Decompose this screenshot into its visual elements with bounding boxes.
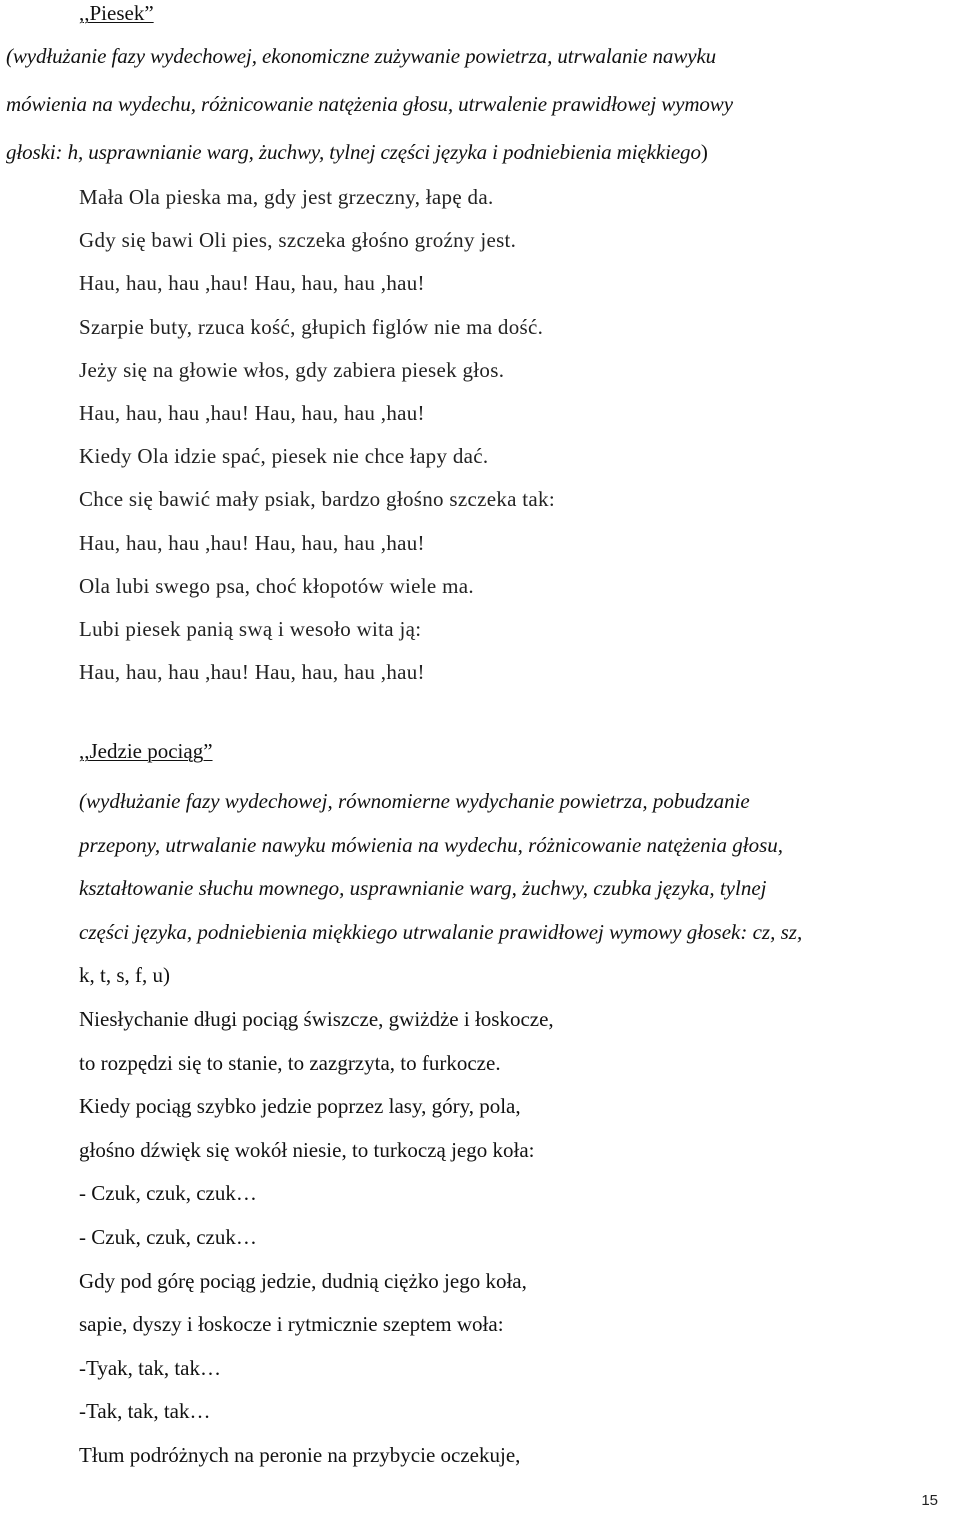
poem-line: Gdy pod górę pociąg jedzie, dudnią ciężko jego koła, [79, 1268, 527, 1293]
poem-body [79, 176, 960, 694]
poem-line: Chce się bawić mały psiak, bardzo głośno szczeka tak: [79, 487, 555, 512]
description-line: głoski: h, usprawnianie warg, żuchwy, tylnej części języka i podniebienia miękkiego) [6, 140, 708, 164]
poem-line: Mała Ola pieska ma, gdy jest grzeczny, łapę da. [79, 185, 494, 209]
poem-line: Hau, hau, hau ,hau! Hau, hau, hau ,hau! [79, 271, 425, 296]
poem-section-piesek [0, 0, 960, 694]
poem-line: Hau, hau, hau ,hau! Hau, hau, hau ,hau! [79, 660, 425, 685]
poem-line: - Czuk, czuk, czuk… [79, 1181, 257, 1206]
description-line: przepony, utrwalanie nawyku mówienia na wydechu, różnicowanie natężenia głosu, [79, 832, 784, 857]
poem-line: Lubi piesek panią swą i wesoło wita ją: [79, 617, 422, 642]
poem-line: Niesłychanie długi pociąg świszcze, gwiżdże i łoskocze, [79, 1006, 554, 1031]
poem-line: - Czuk, czuk, czuk… [79, 1224, 257, 1249]
poem-line: sapie, dyszy i łoskocze i rytmicznie szeptem woła: [79, 1312, 504, 1337]
poem-line: -Tak, tak, tak… [79, 1399, 211, 1424]
poem-line: Hau, hau, hau ,hau! Hau, hau, hau ,hau! [79, 401, 425, 426]
poem-title: ,,Piesek” [79, 1, 154, 25]
exercise-description [0, 32, 960, 176]
description-line: (wydłużanie fazy wydechowej, ekonomiczne zużywanie powietrza, utrwalanie nawyku [6, 44, 717, 68]
description-line: k, t, s, f, u) [79, 963, 170, 988]
poem-section-jedzie-pociag [0, 738, 960, 1478]
poem-line: Szarpie buty, rzuca kość, głupich figlów nie ma dość. [79, 314, 544, 339]
poem-line: Kiedy Ola idzie spać, piesek nie chce łapy dać. [79, 444, 489, 469]
description-line: części języka, podniebienia miękkiego utrwalanie prawidłowej wymowy głosek: cz, sz, [79, 919, 803, 944]
poem-line: Gdy się bawi Oli pies, szczeka głośno groźny jest. [79, 228, 517, 253]
poem-line: Ola lubi swego psa, choć kłopotów wiele ma. [79, 573, 474, 598]
poem-title: ,,Jedzie pociąg” [79, 739, 213, 763]
poem-body [79, 998, 960, 1478]
description-line: kształtowanie słuchu mownego, usprawnianie warg, żuchwy, czubka języka, tylnej [79, 876, 767, 901]
poem-line: Hau, hau, hau ,hau! Hau, hau, hau ,hau! [79, 530, 425, 555]
poem-line: Jeży się na głowie włos, gdy zabiera piesek głos. [79, 357, 505, 382]
exercise-description [79, 780, 960, 998]
page-number: 15 [921, 1492, 938, 1509]
poem-line: Kiedy pociąg szybko jedzie poprzez lasy, góry, pola, [79, 1094, 521, 1119]
poem-line: -Tyak, tak, tak… [79, 1355, 221, 1380]
description-line: (wydłużanie fazy wydechowej, równomierne wydychanie powietrza, pobudzanie [79, 789, 750, 813]
poem-line: to rozpędzi się to stanie, to zazgrzyta, to furkocze. [79, 1050, 501, 1075]
description-line: mówienia na wydechu, różnicowanie natężenia głosu, utrwalenie prawidłowej wymowy [6, 92, 733, 116]
poem-line: głośno dźwięk się wokół niesie, to turkoczą jego koła: [79, 1137, 535, 1162]
poem-line: Tłum podróżnych na peronie na przybycie oczekuje, [79, 1442, 521, 1467]
